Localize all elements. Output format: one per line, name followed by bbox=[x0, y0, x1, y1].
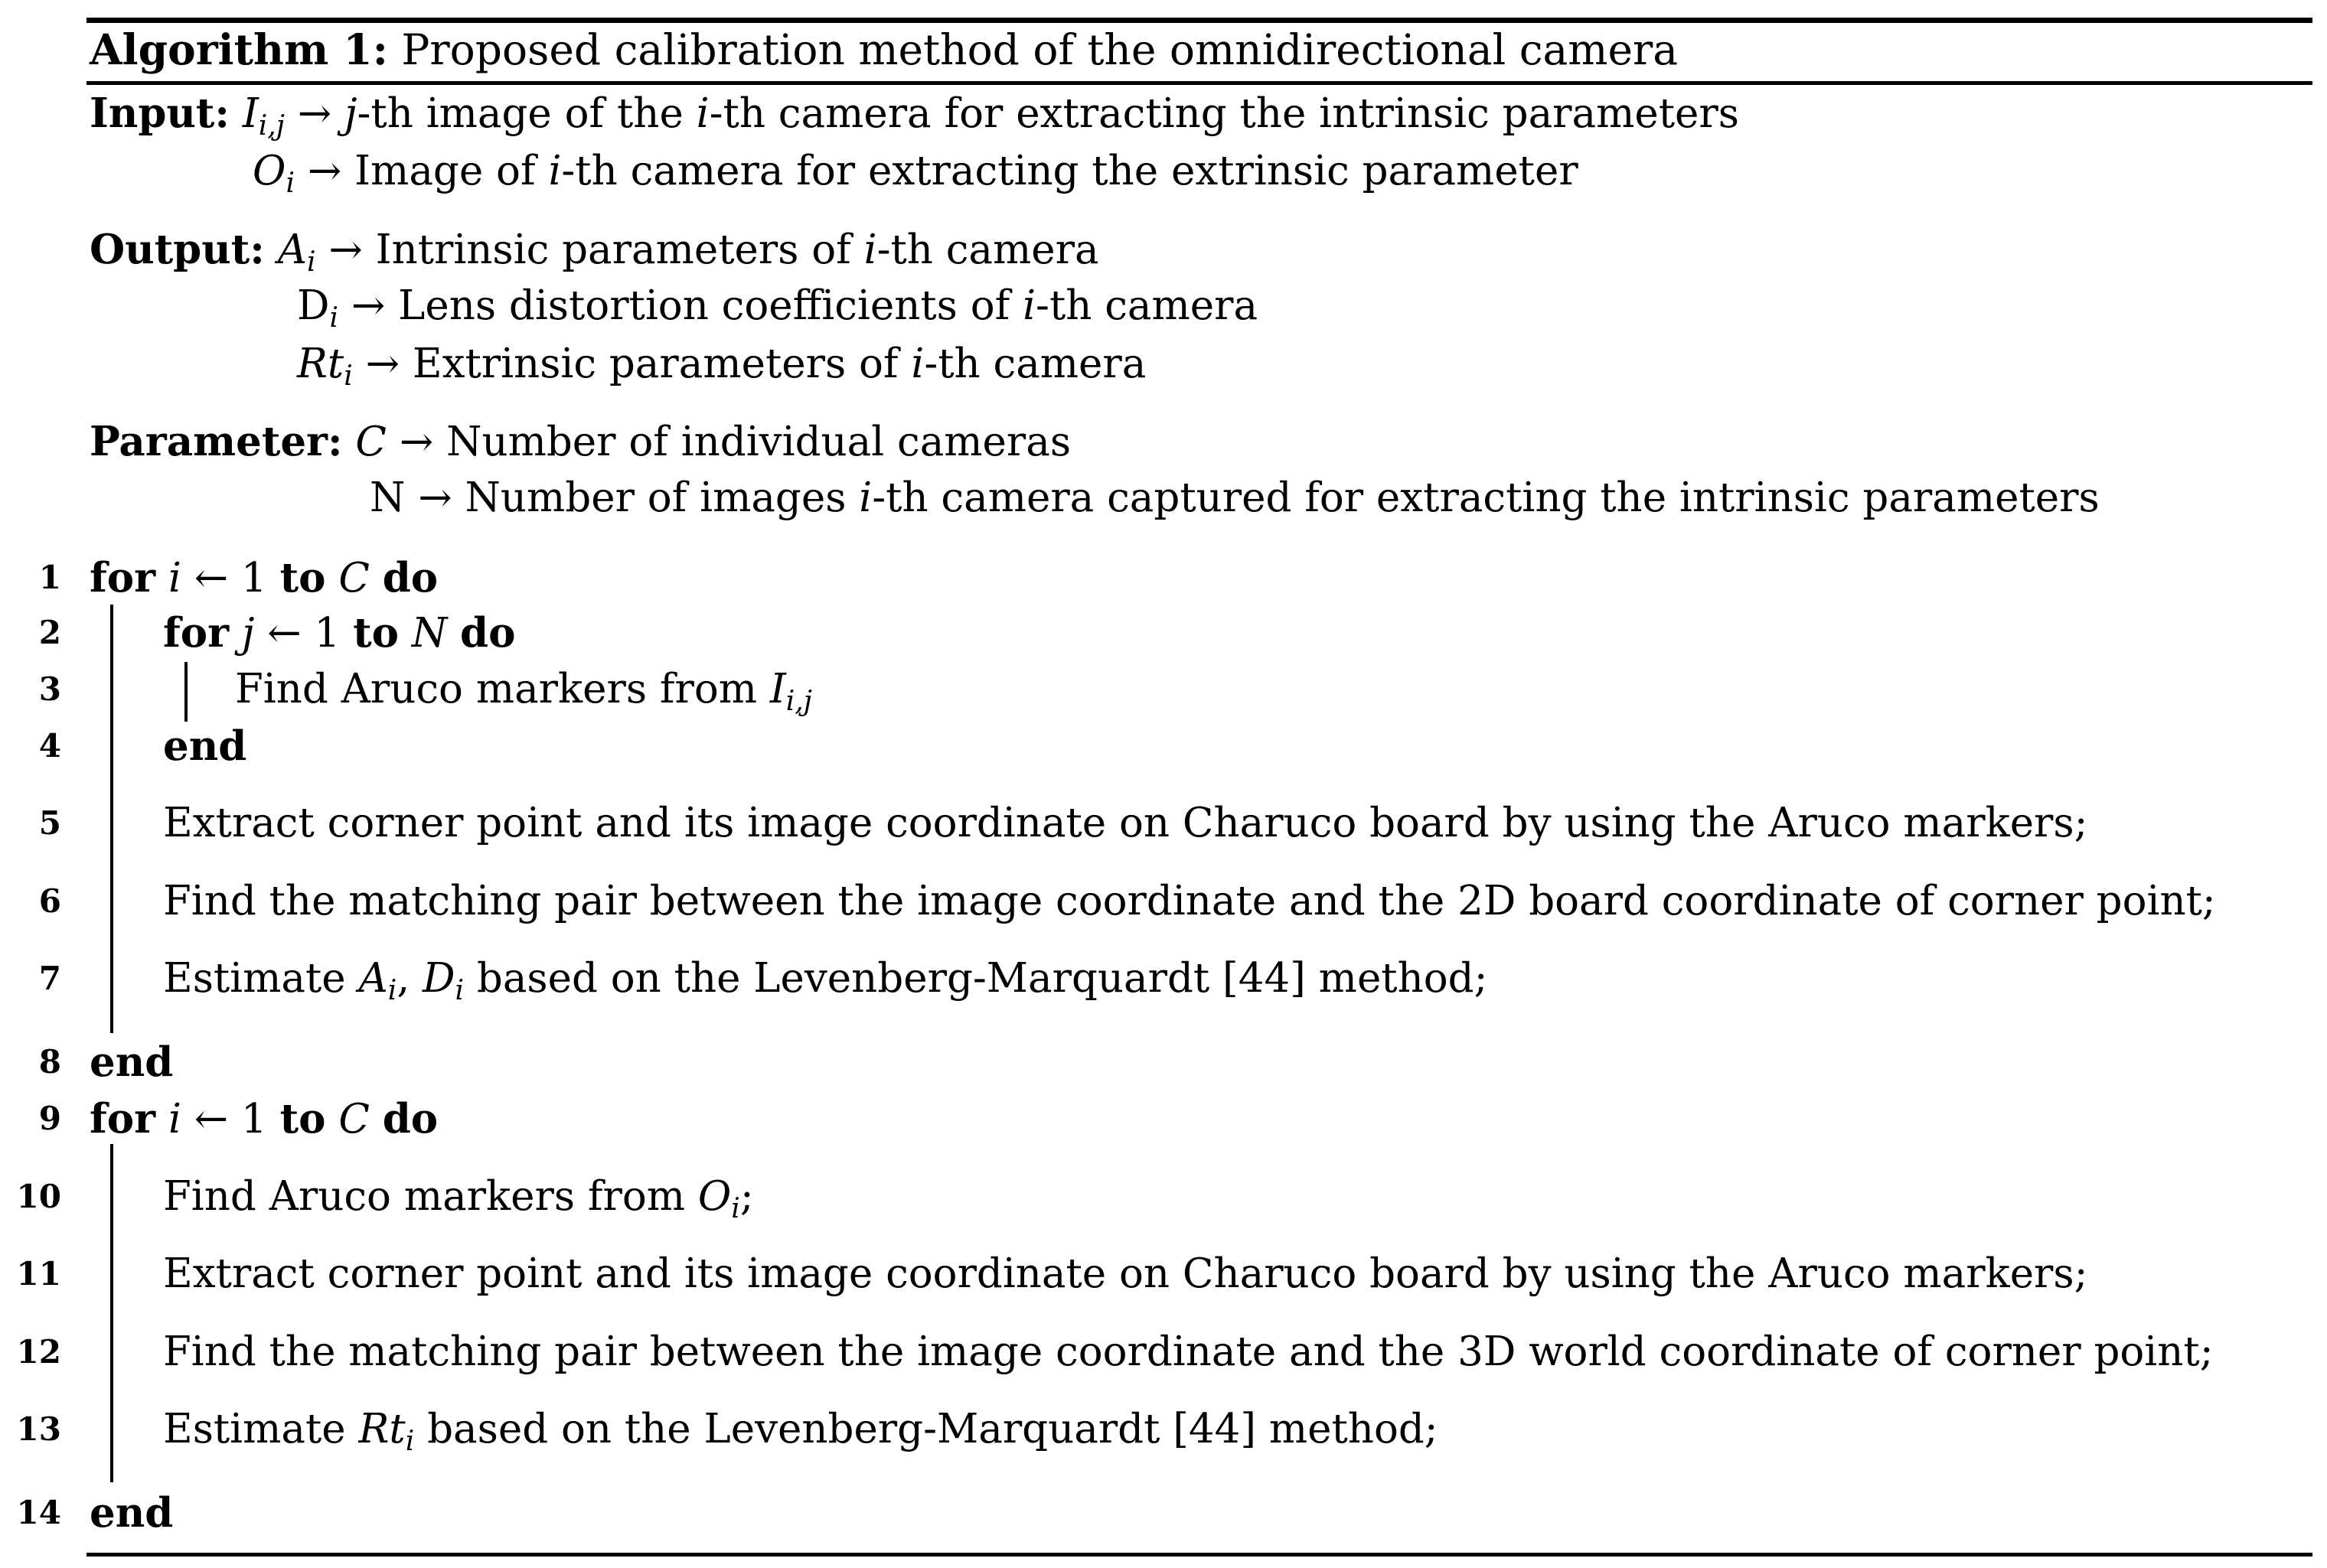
text: Find Aruco markers from bbox=[163, 1173, 698, 1220]
var: i bbox=[911, 341, 925, 387]
line-number: 4 bbox=[38, 727, 61, 764]
var: j bbox=[344, 90, 357, 137]
text: based on the Levenberg-Marquardt [44] method; bbox=[414, 1406, 1438, 1452]
var: i bbox=[859, 474, 873, 521]
kw-to: to bbox=[279, 554, 326, 601]
line-8 bbox=[90, 1039, 173, 1086]
arrow-icon: → bbox=[307, 148, 342, 194]
text: , bbox=[397, 955, 423, 1002]
var: i bbox=[1023, 282, 1036, 329]
text: -th camera for extracting the extrinsic parameter bbox=[561, 148, 1578, 194]
kw-end: end bbox=[163, 722, 247, 770]
text: Find the matching pair between the image coordinate and the 2D board coordinate of corner point; bbox=[163, 878, 2216, 924]
subscript: i,j bbox=[785, 686, 812, 718]
line-number: 8 bbox=[38, 1043, 61, 1081]
text: Lens distortion coefficients of bbox=[398, 282, 1023, 329]
subscript: i,j bbox=[258, 110, 285, 142]
num: 1 bbox=[241, 1096, 267, 1143]
kw-to: to bbox=[279, 1095, 326, 1143]
subscript: i bbox=[731, 1193, 740, 1225]
algorithm-title: Proposed calibration method of the omnidirectional camera bbox=[401, 25, 1679, 74]
text: Estimate bbox=[163, 1406, 359, 1452]
subscript: i bbox=[405, 1426, 415, 1458]
text: -th camera for extracting the intrinsic parameters bbox=[709, 90, 1739, 137]
line-number: 9 bbox=[38, 1100, 61, 1137]
caption-rule bbox=[86, 81, 2312, 85]
text: ; bbox=[739, 1173, 754, 1220]
bottom-rule bbox=[86, 1553, 2312, 1557]
line-1 bbox=[90, 555, 438, 601]
arrow-icon: → bbox=[297, 90, 332, 137]
var: i bbox=[168, 555, 181, 601]
line-5 bbox=[163, 800, 2087, 846]
line-number: 11 bbox=[16, 1255, 61, 1293]
text: -th image of the bbox=[357, 90, 697, 137]
algorithm-label: Algorithm 1: bbox=[90, 24, 388, 74]
outer-loop-bar-2 bbox=[110, 1144, 113, 1482]
line-number: 2 bbox=[38, 614, 61, 651]
line-number: 12 bbox=[16, 1333, 61, 1371]
input-row-2 bbox=[253, 148, 1578, 200]
text: Image of bbox=[354, 148, 549, 194]
text: -th camera captured for extracting the intrinsic parameters bbox=[872, 474, 2100, 521]
text: based on the Levenberg-Marquardt [44] method; bbox=[464, 955, 1488, 1002]
left-arrow-icon: ← bbox=[194, 555, 229, 601]
line-number: 13 bbox=[16, 1410, 61, 1448]
left-arrow-icon: ← bbox=[267, 610, 302, 657]
output-row-3 bbox=[297, 341, 1147, 393]
text: Estimate bbox=[163, 955, 359, 1002]
line-4 bbox=[163, 723, 246, 770]
arrow-icon: → bbox=[399, 419, 434, 465]
line-13 bbox=[163, 1406, 1438, 1458]
line-11 bbox=[163, 1251, 2087, 1297]
line-12 bbox=[163, 1329, 2214, 1375]
text: -th camera bbox=[924, 341, 1147, 387]
subscript: i bbox=[306, 246, 316, 279]
parameter-row-2 bbox=[370, 475, 2100, 521]
text: Find Aruco markers from bbox=[235, 666, 770, 712]
subscript: i bbox=[344, 360, 353, 393]
top-rule bbox=[86, 18, 2312, 23]
symbol: C bbox=[355, 419, 387, 465]
symbol: Rt bbox=[358, 1406, 406, 1452]
text: Find the matching pair between the image coordinate and the 3D world coordinate of corner point; bbox=[163, 1328, 2214, 1375]
text: Number of images bbox=[465, 474, 860, 521]
parameter-label: Parameter: bbox=[90, 418, 343, 465]
line-number: 1 bbox=[38, 559, 61, 596]
kw-do: do bbox=[460, 609, 516, 657]
var: C bbox=[338, 1096, 370, 1143]
var: i bbox=[548, 148, 562, 194]
symbol: D bbox=[297, 282, 330, 329]
kw-for: for bbox=[163, 609, 230, 657]
symbol: I bbox=[769, 666, 786, 712]
line-10 bbox=[163, 1173, 754, 1225]
line-number: 3 bbox=[38, 670, 61, 708]
left-arrow-icon: ← bbox=[194, 1096, 229, 1143]
kw-for: for bbox=[90, 1095, 156, 1143]
kw-to: to bbox=[353, 609, 399, 657]
symbol: O bbox=[253, 148, 286, 194]
algorithm-caption bbox=[90, 24, 1679, 74]
text: Extract corner point and its image coordinate on Charuco board by using the Aruco markers; bbox=[163, 800, 2088, 846]
subscript: i bbox=[329, 302, 339, 334]
kw-for: for bbox=[90, 554, 156, 601]
line-2 bbox=[163, 610, 515, 657]
symbol: A bbox=[358, 955, 388, 1002]
var: i bbox=[696, 90, 710, 137]
subscript: i bbox=[455, 975, 465, 1007]
num: 1 bbox=[314, 610, 341, 657]
kw-do: do bbox=[382, 1095, 439, 1143]
subscript: i bbox=[286, 168, 295, 200]
outer-loop-bar-1 bbox=[110, 605, 113, 1033]
line-number: 10 bbox=[16, 1178, 61, 1215]
text: Number of individual cameras bbox=[446, 419, 1072, 465]
output-row-2 bbox=[297, 282, 1258, 334]
arrow-icon: → bbox=[365, 341, 400, 387]
input-row-1 bbox=[90, 90, 1739, 142]
kw-do: do bbox=[382, 554, 439, 601]
arrow-icon: → bbox=[328, 227, 363, 273]
parameter-row-1 bbox=[90, 419, 1071, 465]
output-row-1 bbox=[90, 226, 1099, 279]
input-label: Input: bbox=[90, 90, 230, 137]
inner-loop-bar bbox=[184, 662, 188, 722]
symbol: O bbox=[697, 1173, 732, 1220]
text: Extract corner point and its image coordinate on Charuco board by using the Aruco markers; bbox=[163, 1250, 2088, 1297]
text: -th camera bbox=[876, 227, 1099, 273]
line-14 bbox=[90, 1490, 173, 1537]
symbol: N bbox=[370, 474, 406, 521]
num: 1 bbox=[241, 555, 267, 601]
var: i bbox=[863, 227, 877, 273]
var: C bbox=[338, 555, 370, 601]
line-number: 7 bbox=[38, 960, 61, 997]
subscript: i bbox=[387, 975, 397, 1007]
line-3 bbox=[235, 666, 812, 718]
output-label: Output: bbox=[90, 226, 265, 273]
kw-end: end bbox=[90, 1038, 174, 1086]
line-7 bbox=[163, 955, 1488, 1007]
var: j bbox=[241, 610, 255, 657]
var: i bbox=[168, 1096, 181, 1143]
symbol: I bbox=[242, 90, 259, 137]
arrow-icon: → bbox=[351, 282, 386, 329]
text: Extrinsic parameters of bbox=[412, 341, 912, 387]
text: Intrinsic parameters of bbox=[375, 227, 864, 273]
line-number: 14 bbox=[16, 1494, 61, 1531]
symbol: D bbox=[423, 955, 455, 1002]
symbol: A bbox=[277, 227, 307, 273]
line-number: 5 bbox=[38, 804, 61, 842]
symbol: Rt bbox=[297, 341, 344, 387]
var: N bbox=[411, 610, 448, 657]
line-6 bbox=[163, 879, 2216, 924]
line-number: 6 bbox=[38, 882, 61, 920]
arrow-icon: → bbox=[418, 474, 452, 521]
text: -th camera bbox=[1036, 282, 1258, 329]
kw-end: end bbox=[90, 1489, 174, 1537]
line-9 bbox=[90, 1096, 438, 1143]
